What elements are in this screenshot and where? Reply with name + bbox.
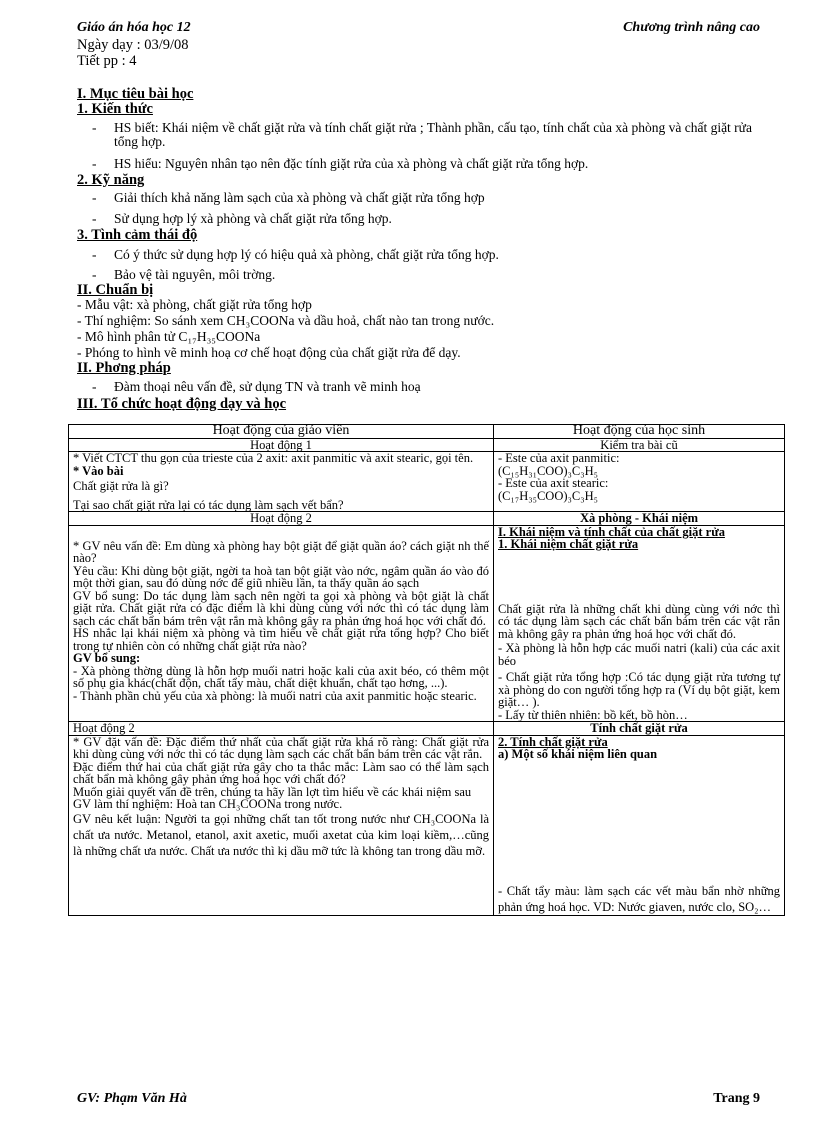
section-objectives: I. Mục tiêu bài học [77, 86, 194, 102]
prep-item: - Mẫu vật: xà phòng, chất giặt rửa tổng hợp [77, 297, 312, 312]
activity-3-student: 2. Tính chất giặt rửa a) Một số khái niệm liên quan - Chất tẩy màu: làm sạch các vết màu bẩn nhờ những phản ứng hoá học. VD: Nước giaven, nước clo, SO₂… [494, 735, 785, 915]
footer-teacher: GV: Phạm Văn Hà [77, 1091, 187, 1106]
section-method: II. Phơng pháp [77, 360, 171, 376]
bullet-item: - Có ý thức sử dụng hợp lý có hiệu quả xà phòng, chất giặt rửa tổng hợp. [92, 247, 499, 262]
col-teacher-head: Hoạt động của giáo viên [69, 425, 494, 439]
activity-2-teacher: * GV nêu vấn đề: Em dùng xà phòng hay bột giặt để giặt quần áo? cách giặt nh thế nào? Yêu cầu: Khi dùng bột giặt, ngời ta hoà tan bột giặt vào nớc, ngâm quần áo vào đó một thời gian, sau đó dùng nớc để giũ nhiều lần, ta thấy quần áo sạch GV bổ sung: Do tác dụng làm sạch nên ngời ta gọi xà phòng và bột giặt là chất giặt rửa. Chất giặt rửa có đặc điểm là khi dùng cùng với nớc thì có tác dụng làm sạch các chất bẩn bám trên vật rắn mà không gây ra phản ứng hoá học với chất đó. HS nhắc lại khái niệm xà phòng và tìm hiểu về chất giặt rửa tổng hợp? Cho biết trong tự nhiên còn có những chất giặt rửa nào? GV bổ sung: - Xà phòng thờng dùng là hỗn hợp muối natri hoặc kali của axit béo, có thêm một số phụ gia khác(chất độn, chất tẩy màu, chất diệt khuẩn, chất tạo hơng, ...). - Thành phần chủ yếu của xà phòng: là muối natri của axit panmitic hoặc stearic. [69, 525, 494, 722]
prep-item: - Mô hình phân tử C₁₇H₃₅COONa [77, 329, 261, 344]
header-right: Chương trình nâng cao [623, 20, 760, 35]
section-knowledge: 1. Kiến thức [77, 101, 153, 117]
date-line: Ngày dạy : 03/9/08 [77, 37, 189, 53]
activity-3-head: Hoạt động 2 [69, 722, 494, 736]
section-preparation: II. Chuẩn bị [77, 282, 154, 298]
bullet-item: - Đàm thoại nêu vấn đề, sử dụng TN và tranh vẽ minh hoạ [92, 379, 421, 394]
soap-concept-head: Xà phòng - Khái niệm [494, 512, 785, 526]
bullet-item: - Bảo vệ tài nguyên, môi trờng. [92, 267, 276, 282]
bullet-item: - Giải thích khả năng làm sạch của xà phòng và chất giặt rửa tổng hợp [92, 190, 485, 205]
header-left: Giáo án hóa học 12 [77, 20, 191, 35]
activity-2-head: Hoạt động 2 [69, 512, 494, 526]
section-skills: 2. Kỹ năng [77, 172, 145, 188]
activity-table [68, 424, 785, 916]
activity-3-teacher: * GV đặt vấn đề: Đặc điểm thứ nhất của chất giặt rửa khá rõ ràng: Chất giặt rửa khi dùng cùng với nớc thì có tác dụng làm sạch các chất bẩn bám trên các vật rắn. Đặc điểm thứ hai của chất giặt rửa gây cho ta thắc mắc: Làm sao có thể làm sạch chất bẩn mà không gây phản ứng hoá học với chất đó? Muốn giải quyết vấn đề trên, chúng ta hãy lần lợt tìm hiểu về các khái niệm sau GV làm thí nghiệm: Hoà tan CH₃COONa trong nước. GV nêu kết luận: Người ta gọi những chất tan tốt trong nước như CH₃COONa là chất ưa nước. Metanol, etanol, axit axetic, muối axetat của kim loại kiềm,…cũng là những chất ưa nước. Chất ưa nước thì kị dầu mỡ tức là không tan trong dầu mỡ. [69, 735, 494, 915]
section-organization: III. Tổ chức hoạt động dạy và học [77, 396, 287, 412]
washing-property-head: Tính chất giặt rửa [494, 722, 785, 736]
prep-item: - Phóng to hình vẽ minh hoạ cơ chế hoạt động của chất giặt rửa để dạy. [77, 345, 461, 360]
prep-item: - Thí nghiệm: So sánh xem CH₃COONa và dầu hoả, chất nào tan trong nước. [77, 313, 495, 328]
activity-2-student: I. Khái niệm và tính chất của chất giặt rửa 1. Khái niệm chất giặt rửa Chất giặt rửa là những chất khi dùng cùng với nớc thì có tác dụng làm sạch các chất bẩn bám trên các vật rắn mà không gây ra phản ứng hoá học với chất đó. - Xà phòng là hỗn hợp các muối natri (kali) của các axit béo - Chất giặt rửa tổng hợp :Có tác dụng giặt rửa tương tự xà phòng do con người tổng hợp ra (Ví dụ bột giặt, kem giặt… ). - Lấy từ thiên nhiên: bồ kết, bồ hòn… [494, 525, 785, 722]
page-number: Trang 9 [713, 1091, 760, 1106]
period-line: Tiết pp : 4 [77, 53, 137, 69]
review-head: Kiểm tra bài cũ [494, 438, 785, 452]
activity-1-teacher: * Viết CTCT thu gọn của trieste của 2 axit: axit panmitic và axit stearic, gọi tên. * Vào bài Chất giặt rửa là gì? Tại sao chất giặt rửa lại có tác dụng làm sạch vết bẩn? [69, 452, 494, 512]
bullet-item: - HS hiểu: Nguyên nhân tạo nên đặc tính giặt rửa của xà phòng và chất giặt rửa tổng hợp. [92, 156, 589, 171]
activity-1-head: Hoạt động 1 [69, 438, 494, 452]
section-attitude: 3. Tình cảm thái độ [77, 227, 198, 243]
bullet-item: - HS biết: Khái niệm về chất giặt rửa và tính chất giặt rửa ; Thành phần, cấu tạo, tính chất của xà phòng và chất giặt rửa tổng hợp. [92, 120, 752, 149]
bullet-item: - Sử dụng hợp lý xà phòng và chất giặt rửa tổng hợp. [92, 211, 392, 226]
activity-1-student: - Este của axit panmitic: (C₁₅H₃₁COO)₃C₃H₅ - Este của axit stearic: (C₁₇H₃₅COO)₃C₃H₅ [494, 452, 785, 512]
col-student-head: Hoạt động của học sinh [494, 425, 785, 439]
